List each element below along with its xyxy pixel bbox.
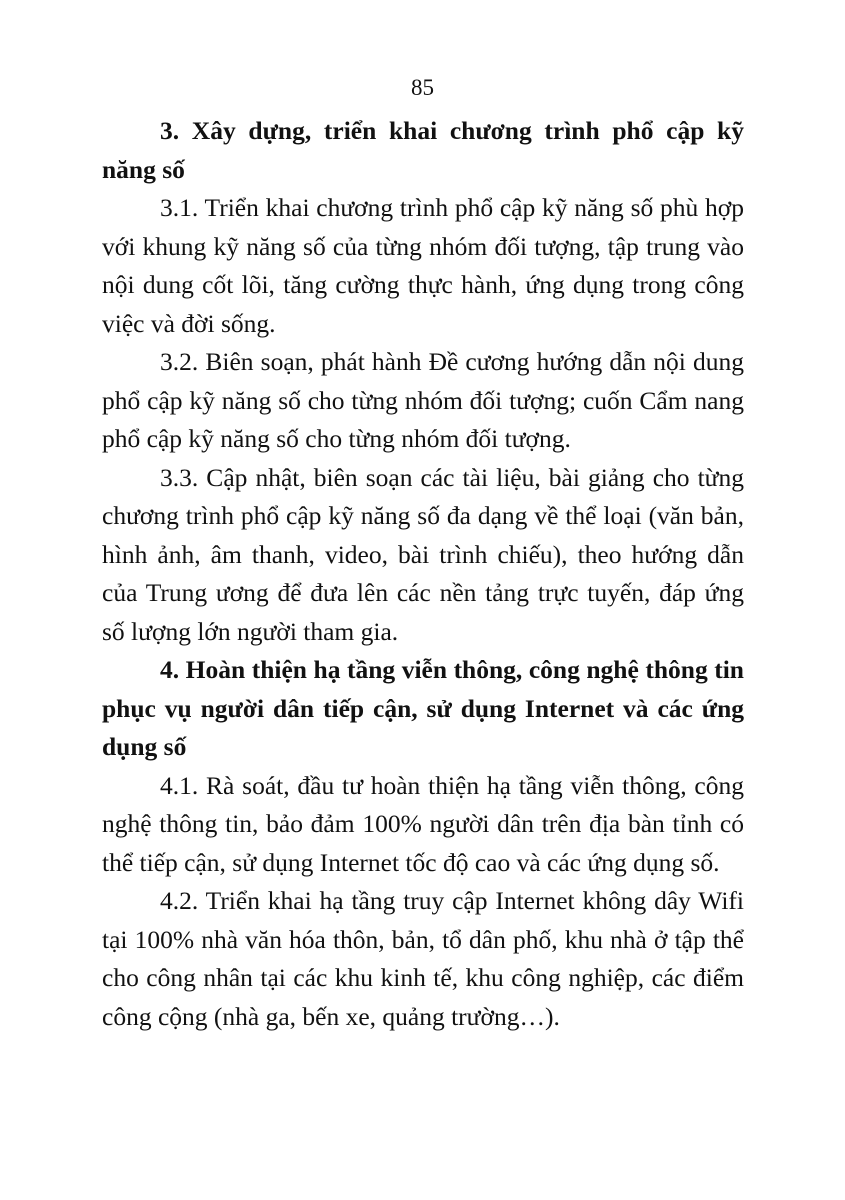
paragraph-3-2: 3.2. Biên soạn, phát hành Đề cương hướng dẫn nội dung phổ cập kỹ năng số cho từng nhóm đối tượng; cuốn Cẩm nang phổ cập kỹ năng số cho từng nhóm đối tượng.: [102, 347, 744, 453]
paragraph-4-1: 4.1. Rà soát, đầu tư hoàn thiện hạ tầng viễn thông, công nghệ thông tin, bảo đảm 100% người dân trên địa bàn tỉnh có thể tiếp cận, sử dụng Internet tốc độ cao và các ứng dụng số.: [102, 770, 744, 877]
paragraph-3-1: 3.1. Triển khai chương trình phổ cập kỹ năng số phù hợp với khung kỹ năng số của từng nhóm đối tượng, tập trung vào nội dung cốt lõi, tăng cường thực hành, ứng dụng trong công việc và đời sống.: [102, 193, 744, 338]
document-body: [102, 112, 744, 1036]
section-heading-3: 3. Xây dựng, triển khai chương trình phổ cập kỹ năng số: [102, 116, 744, 184]
section-heading-4: 4. Hoàn thiện hạ tầng viễn thông, công nghệ thông tin phục vụ người dân tiếp cận, sử dụng Internet và các ứng dụng số: [102, 655, 744, 761]
page-number: 85: [411, 75, 434, 100]
paragraph-3-3: 3.3. Cập nhật, biên soạn các tài liệu, bài giảng cho từng chương trình phổ cập kỹ năng số đa dạng về thể loại (văn bản, hình ảnh, âm thanh, video, bài trình chiếu), theo hướng dẫn của Trung ương để đưa lên các nền tảng trực tuyến, đáp ứng số lượng lớn người tham gia.: [102, 462, 744, 646]
paragraph-4-2: 4.2. Triển khai hạ tầng truy cập Internet không dây Wifi tại 100% nhà văn hóa thôn, bản, tổ dân phố, khu nhà ở tập thể cho công nhân tại các khu kinh tế, khu công nghiệp, các điểm công cộng (nhà ga, bến xe, quảng trường…).: [102, 886, 744, 1031]
